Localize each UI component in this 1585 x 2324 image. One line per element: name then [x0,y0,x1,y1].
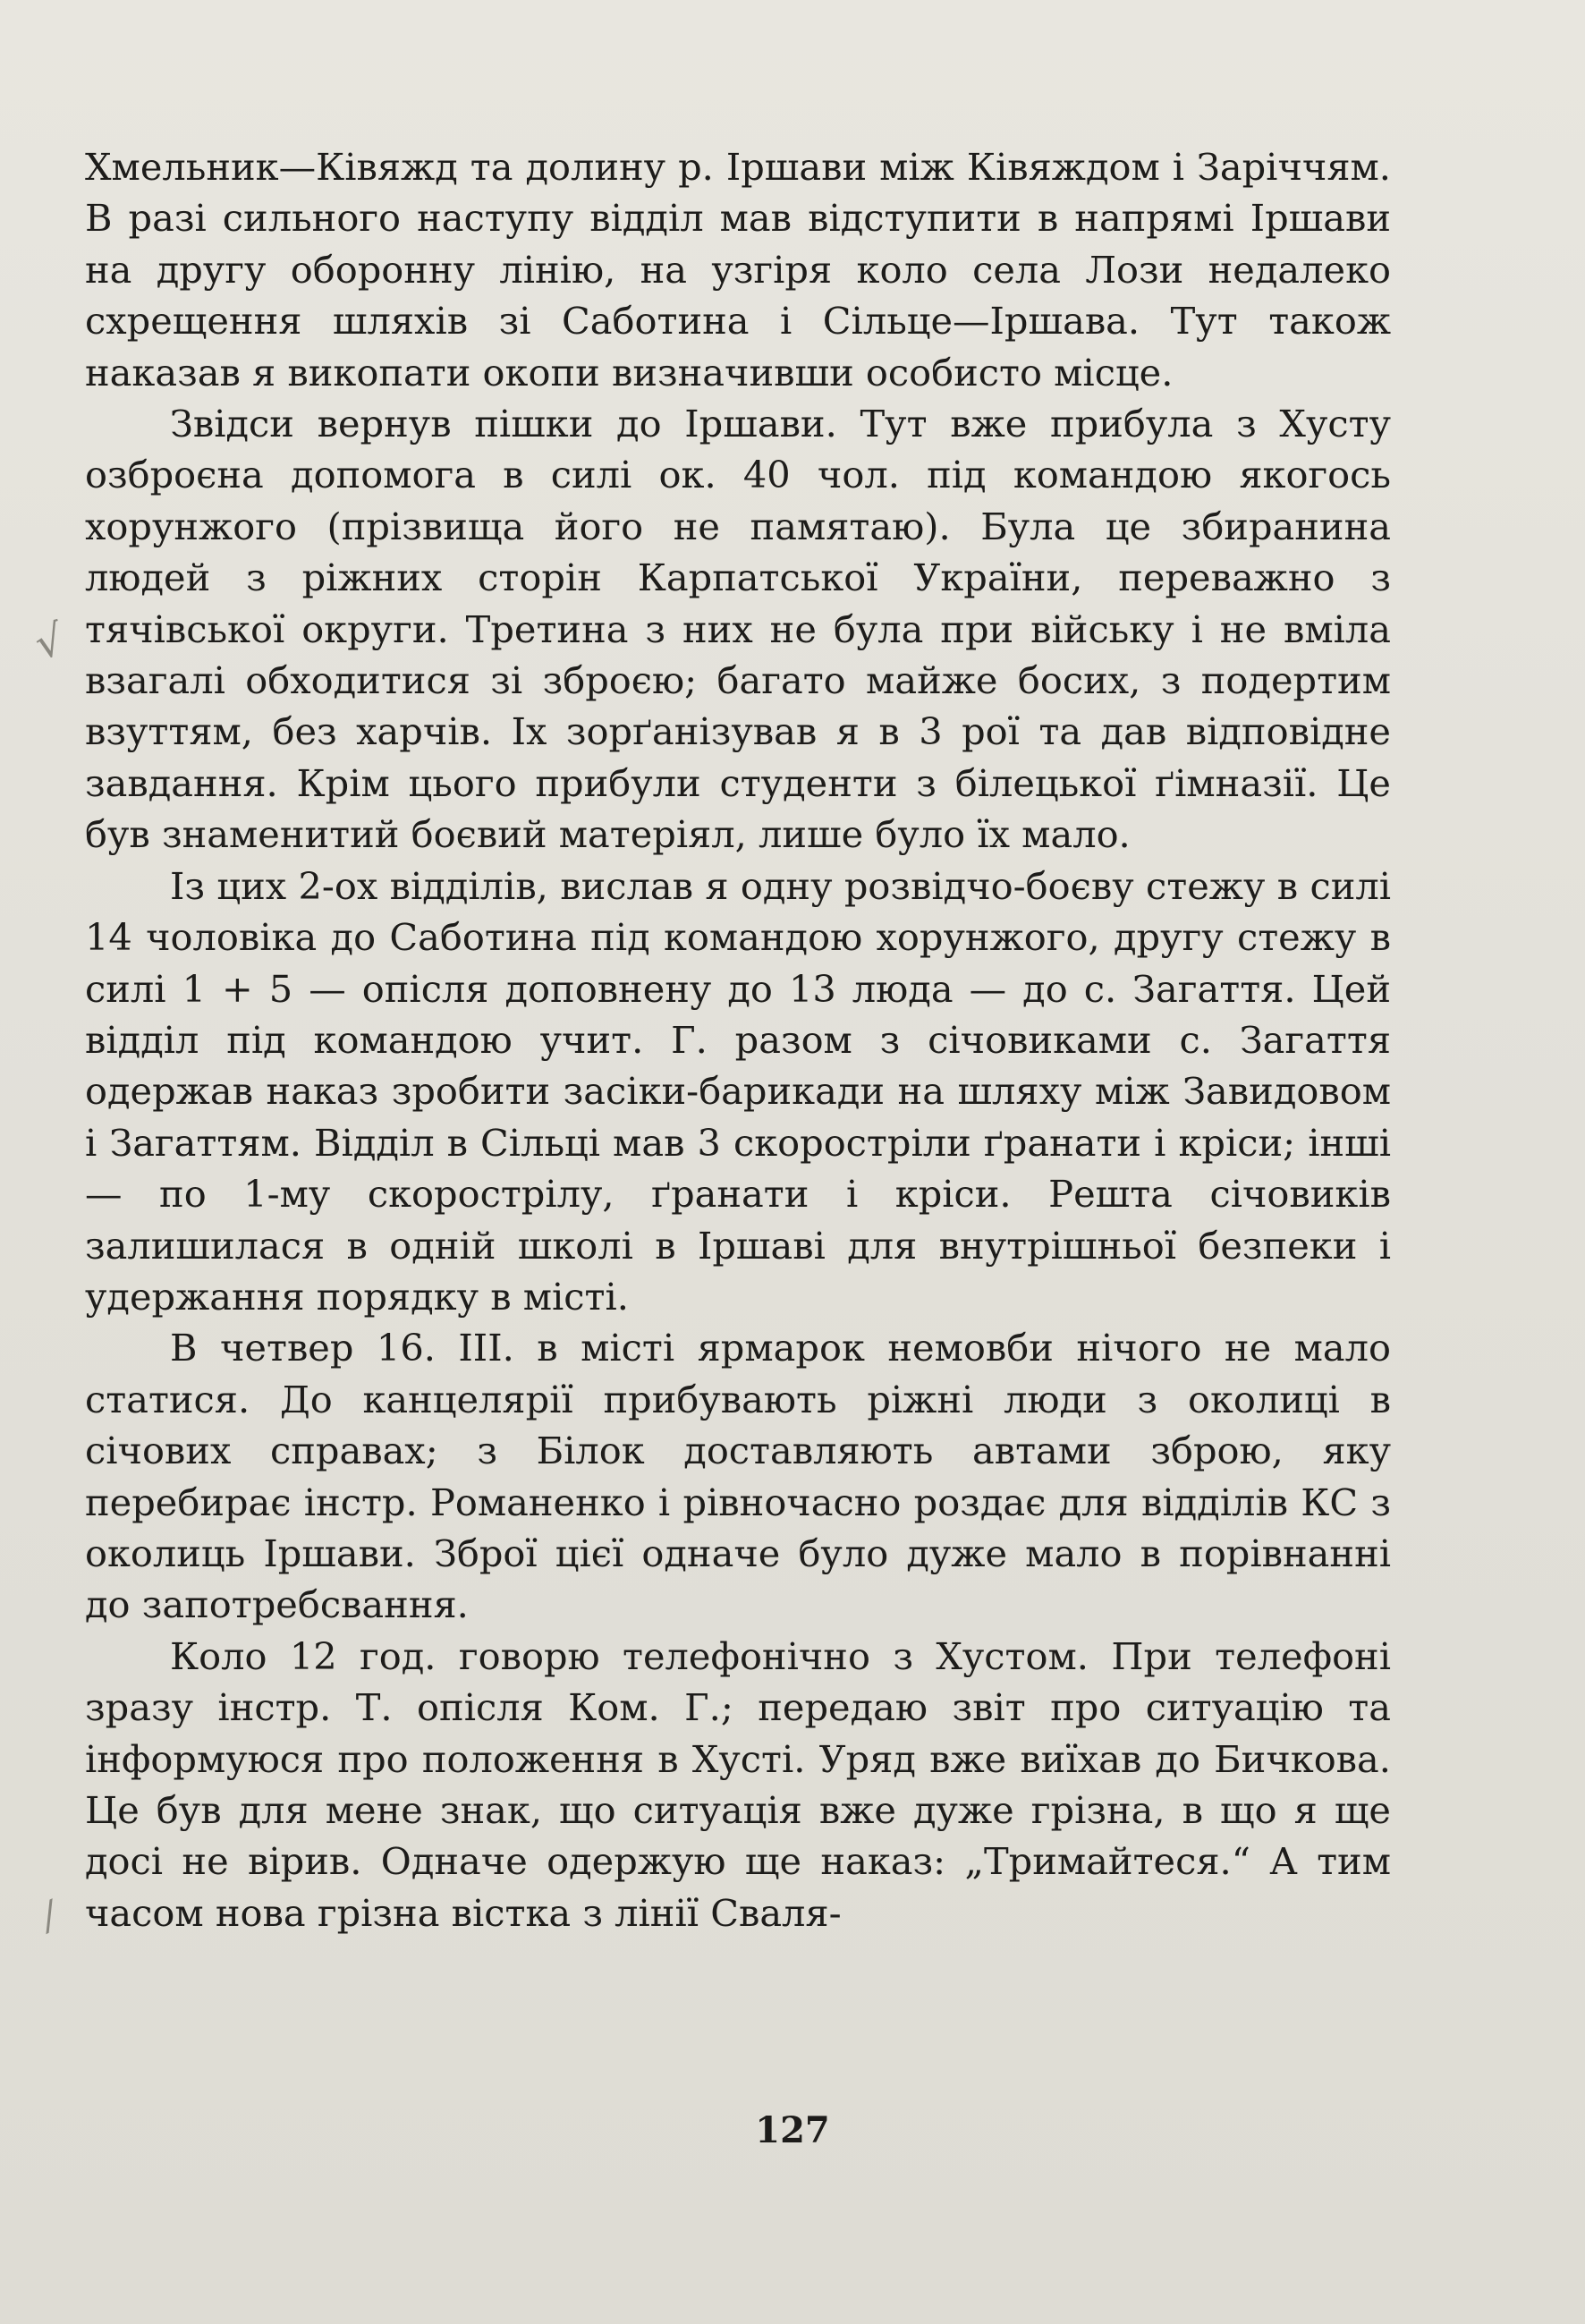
paragraph-2: Звідси вернув пішки до Іршави. Тут вже прибула з Хусту озброєна допомога в силі ок. 40 чол. під командою якогось хорунжого (прізвища його не памятаю). Була це збиранина людей з ріжних сторін Карпатської України, переважно з тячівської округи. Третина з них не була при війську і не вміла взагалі обходитися зі зброєю; багато майже босих, з подертим взуттям, без харчів. Іх зорґанізував я в 3 рої та дав відповідне завдання. Крім цього прибули студенти з білецької ґімназії. Це був знаменитий боєвий матеріял, лише було їх мало. [85,402,1391,857]
pencil-check-mark: ⁄ [37,1895,63,1940]
paragraph-1: Хмельник—Ківяжд та долину р. Іршави між Ківяждом і Заріччям. В разі сильного наступу відділ мав відступити в напрямі Іршави на другу оборонну лінію, на узгіря коло села Лози недалеко схрещення шляхів зі Саботина і Сільце—Іршава. Тут також наказав я викопати окопи визначивши особисто місце. [85,145,1391,394]
paragraph-5: Коло 12 год. говорю телефонічно з Хустом. При телефоні зразу інстр. Т. опісля Ком. Г.; передаю звіт про ситуацію та інформуюся про положення в Хусті. Уряд вже виїхав до Бичкова. Це був для мене знак, що ситуація вже дуже грізна, в що я ще досі не вірив. Одначе одержую ще наказ: „Тримайтеся.“ А тим часом нова грізна вістка з лінії Сваля- [85,1633,1391,1935]
pencil-check-mark: √ [30,614,70,671]
paragraph-3: Із цих 2-ох відділів, вислав я одну розвідчо-боєву стежу в силі 14 чоловіка до Саботина під командою хорунжого, другу стежу в силі 1 + 5 — опісля доповнену до 13 люда — до с. Загаття. Цей відділ під командою учит. Г. разом з січовиками с. Загаття одержав наказ зробити засіки-барикади на шляху між Завидовом і Загаттям. Відділ в Сільці мав 3 скорострiли ґранати і кріси; інші — по 1-му скорострілу, ґранати і кріси. Решта січовиків залишилася в одній школі в Іршаві для внутрішньої безпеки і удержання порядку в місті. [85,863,1391,1319]
paragraph-4: В четвер 16. III. в місті ярмарок немовби нічого не мало статися. До канцелярії прибувають ріжні люди з околиці в січових справах; з Білок доставляють автами зброю, яку перебирає інстр. Романенко і рівночасно роздає для відділів КС з околиць Іршави. Зброї цієї одначе було дуже мало в порівнанні до запотребсвання. [85,1326,1391,1627]
body-text [85,141,1391,1938]
page-number: 127 [755,2109,830,2151]
